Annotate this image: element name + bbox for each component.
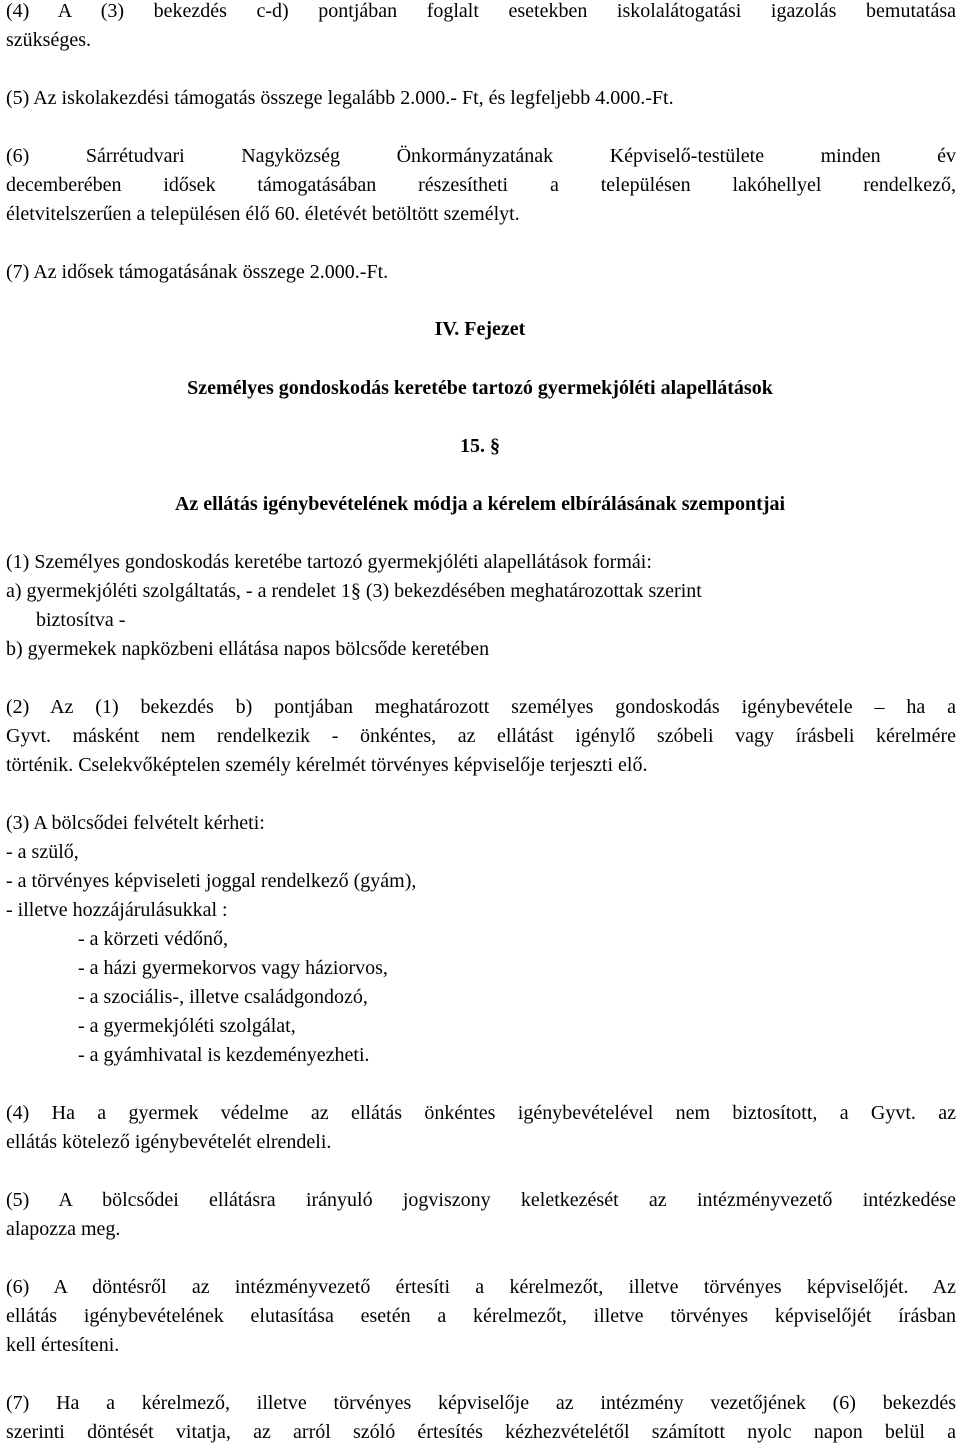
s2-line-2: Gyvt. másként nem rendelkezik - önkéntes, az ellátást igénylő szóbeli vagy írásbeli kérelmére — [6, 725, 956, 747]
section-title: Az ellátás igénybevételének módja a kérelem elbírálásának szempontjai — [174, 493, 786, 515]
section-number: 15. § — [460, 435, 500, 457]
chapter-title: Személyes gondoskodás keretébe tartozó gyermekjóléti alapellátások — [187, 377, 773, 399]
s6-line-1: (6) A döntésről az intézményvezető értesíti a kérelmezőt, illetve törvényes képviselőjét. Az — [6, 1276, 956, 1298]
para-4-line-1: (4) A (3) bekezdés c-d) pontjában foglalt esetekben iskolalátogatási igazolás bemutatása — [6, 0, 956, 22]
s2-line-3: történik. Cselekvőképtelen személy kérelmét törvényes képviselője terjeszti elő. — [6, 754, 648, 776]
para-7: (7) Az idősek támogatásának összege 2.000.-Ft. — [6, 261, 389, 283]
s7-line-1: (7) Ha a kérelmező, illetve törvényes képviselője az intézmény vezetőjének (6) bekezdés — [6, 1392, 956, 1414]
s3-sublist-item: - a házi gyermekorvos vagy háziorvos, — [78, 957, 388, 979]
para-6-line-1: (6) Sárrétudvari Nagyközség Önkormányzatának Képviselő-testülete minden év — [6, 145, 956, 167]
s3-sublist-item: - a gyámhivatal is kezdeményezheti. — [78, 1044, 370, 1066]
s3-line-1: (3) A bölcsődei felvételt kérheti: — [6, 812, 265, 834]
s1-item-a-cont: biztosítva - — [36, 609, 126, 631]
s2-line-1: (2) Az (1) bekezdés b) pontjában meghatározott személyes gondoskodás igénybevétele – ha a — [6, 696, 956, 718]
s6-line-3: kell értesíteni. — [6, 1334, 120, 1356]
s4-line-1: (4) Ha a gyermek védelme az ellátás önkéntes igénybevételével nem biztosított, a Gyvt. az — [6, 1102, 956, 1124]
s6-line-2: ellátás igénybevételének elutasítása esetén a kérelmezőt, illetve törvényes képviselőjét írásban — [6, 1305, 956, 1327]
s4-line-2: ellátás kötelező igénybevételét elrendeli. — [6, 1131, 332, 1153]
s3-list-item: - illetve hozzájárulásukkal : — [6, 899, 228, 921]
s3-sublist-item: - a szociális-, illetve családgondozó, — [78, 986, 368, 1008]
s1-line-1: (1) Személyes gondoskodás keretébe tartozó gyermekjóléti alapellátások formái: — [6, 551, 652, 573]
s7-line-2: szerinti döntését vitatja, az arról szóló értesítés kézhezvételétől számított nyolc napon belül a — [6, 1421, 956, 1443]
para-5: (5) Az iskolakezdési támogatás összege legalább 2.000.- Ft, és legfeljebb 4.000.-Ft. — [6, 87, 674, 109]
para-6-line-2: decemberében idősek támogatásában részesítheti a településen lakóhellyel rendelkező, — [6, 174, 956, 196]
s3-sublist-item: - a gyermekjóléti szolgálat, — [78, 1015, 296, 1037]
s5-line-1: (5) A bölcsődei ellátásra irányuló jogviszony keletkezését az intézményvezető intézkedése — [6, 1189, 956, 1211]
s3-sublist-item: - a körzeti védőnő, — [78, 928, 228, 950]
s1-item-b: b) gyermekek napközbeni ellátása napos bölcsőde keretében — [6, 638, 490, 660]
s3-list-item: - a szülő, — [6, 841, 79, 863]
s1-item-a: a) gyermekjóléti szolgáltatás, - a rendelet 1§ (3) bekezdésében meghatározottak szerint — [6, 580, 702, 602]
s3-list-item: - a törvényes képviseleti joggal rendelkező (gyám), — [6, 870, 417, 892]
para-4-line-2: szükséges. — [6, 29, 91, 51]
para-6-line-3: életvitelszerűen a településen élő 60. életévét betöltött személyt. — [6, 203, 520, 225]
s5-line-2: alapozza meg. — [6, 1218, 121, 1240]
chapter-heading: IV. Fejezet — [434, 318, 526, 340]
